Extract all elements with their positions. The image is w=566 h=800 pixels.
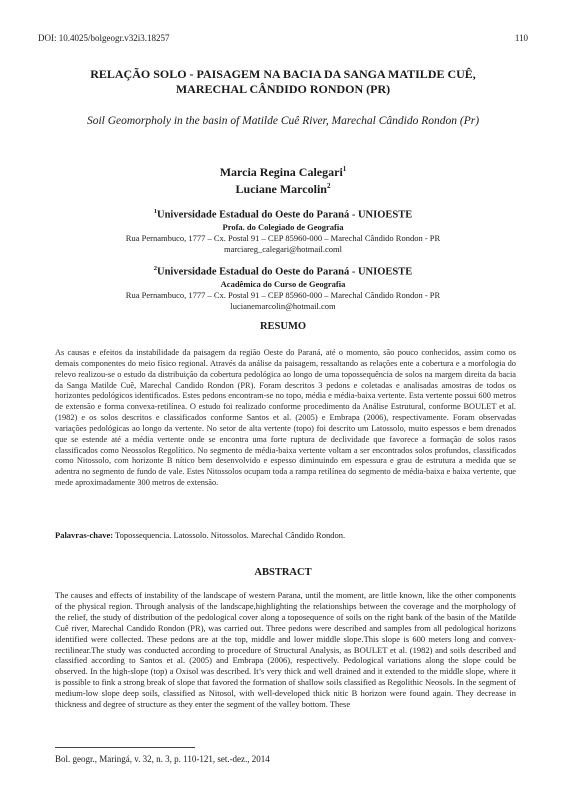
footer-citation: Bol. geogr., Maringá, v. 32, n. 3, p. 110-121, set.-dez., 2014 bbox=[55, 754, 270, 764]
abstract-heading: ABSTRACT bbox=[254, 567, 312, 578]
resumo-text: As causas e efeitos da instabilidade da paisagem da região Oeste do Paraná, até o momento, são pouco conhecidos, assim como os demais componentes do meio físico regional. Através da análise da paisagem, ressaltando as relações ente a cobertura e a morfologia do relevo realizou-se o estudo da distribuição da cobertura pedológica ao longo de uma topossequência de solos na margem direita da bacia da Sanga Matilde Cuê, Marechal Candido Rondon (PR). Foram descritos 3 pedons e coletadas e analisadas amostras de todos os horizontes pedológicos identificados. Estes pedons encontram-se no topo, média e média-baixa vertente. Esta vertente possui 600 metros de extensão e forma convexa-retilínea. O estudo foi realizado conforme procedimento da Análise Estrutural, conforme BOULET et al. (1982) e os solos descritos e classificados conforme Santos et al. (2005) e Embrapa (2006), respectivamente. Foram observadas variações pedológicas ao longo da vertente. No setor de alta vertente (topo) foi descrito um Latossolo, muito espessos e bem drenados que se estende até a média vertente onde se encontra uma forte ruptura de declividade que favorece a formação de solos rasos classificados como Neossolos Regolítico. No segmento de média-baixa vertente voltam a ser encontrados solos profundos, classificados como Nitossolo, com horizonte B nítico bem desenvolvido e espesso diminuindo em espessura e grau de estrutura a medida que se adentra no segmento de fundo de vale. Estes Nitossolos ocupam toda a rampa retilínea do segmento de média-baixa e baixa vertente, que mede aproximadamente 300 metros de extensão. bbox=[55, 348, 516, 488]
author-sup: 2 bbox=[326, 182, 331, 190]
keywords bbox=[55, 530, 516, 540]
affiliation-email[interactable]: marciareg_calegari@hotmail.coml bbox=[223, 243, 343, 254]
title-line-2: MARECHAL CÂNDIDO RONDON (PR) bbox=[175, 82, 391, 96]
affiliation bbox=[0, 262, 566, 312]
footer-rule bbox=[55, 747, 195, 748]
article-title bbox=[40, 67, 526, 97]
affiliation-address: Rua Pernambuco, 1777 – Cx. Postal 91 – CEP 85960-000 – Marechal Cândido Rondon - PR bbox=[125, 289, 441, 300]
affiliation-department: Profa. do Colegiado de Geografia bbox=[222, 221, 344, 232]
page-header bbox=[38, 33, 528, 43]
affiliation-university: $^1$Universidade Estadual do Oeste do Paraná - UNIOESTE bbox=[153, 208, 413, 221]
author: Marcia Regina Calegari$^1$ bbox=[219, 165, 347, 179]
keywords-label: Palavras-chave: bbox=[55, 530, 114, 540]
affiliation bbox=[0, 205, 566, 255]
author: Luciane Marcolin$^2$ bbox=[235, 182, 331, 196]
title-line-1: RELAÇÃO SOLO - PAISAGEM NA BACIA DA SANGA MATILDE CUÊ, bbox=[90, 67, 476, 81]
affiliation-address: Rua Pernambuco, 1777 – Cx. Postal 91 – CEP 85960-000 – Marechal Cândido Rondon - PR bbox=[125, 232, 441, 243]
english-title: Soil Geomorpholy in the basin of Matilde Cuê River, Marechal Cândido Rondon (Pr) bbox=[86, 115, 480, 127]
abstract-text: The causes and effects of instability of the landscape of western Parana, until the moment, are little known, like the other components of the physical region. Through analysis of the landscape,highlighting the relationships between the coverage and the morphology of the relief, the study of distribution of the pedological cover along a toposequence of soils on the right bank of the basin of the Matilde Cuê river, Marechal Candido Rondon (PR), was carried out. Three pedons were described and samples from all pedological horizons identified were collected. These pedons are at the top, middle and lower middle slope.This slope is 600 meters long and convex-rectilinear.The study was conducted according to procedure of Structural Analysis, as BOULET et al. (1982) and soils described and classified according to Santos et al. (2005) and Embrapa (2006), respectively. Pedological variations along the slope could be observed. In the high-slope (top) a Oxisol was described. It’s very thick and well drained and it extended to the middle slope, where it is possible to fink a strong break of slope that favored the formation of shallow soils classified as Regolithic Neosols. In the segment of medium-low slope deep soils, classified as Nitosol, with well-developed thick nitic B horizon were found again. They decrease in thickness and degree of structure as they enter the segment of the valley bottom. These bbox=[55, 590, 516, 710]
page-number: 110 bbox=[514, 33, 528, 43]
affiliation-university: $^2$Universidade Estadual do Oeste do Paraná - UNIOESTE bbox=[153, 265, 413, 278]
resumo-heading: RESUMO bbox=[259, 321, 307, 332]
author-list bbox=[0, 162, 566, 196]
author-sup: 1 bbox=[342, 165, 347, 173]
affiliation-department: Acadêmica do Curso de Geografia bbox=[220, 278, 346, 289]
doi[interactable]: DOI: 10.4025/bolgeogr.v32i3.18257 bbox=[38, 33, 170, 43]
affiliation-email[interactable]: lucianemarcolin@hotmail.com bbox=[230, 300, 336, 311]
keywords-text: Topossequencia. Latossolo. Nitossolos. Marechal Cândido Rondon. bbox=[113, 530, 346, 540]
